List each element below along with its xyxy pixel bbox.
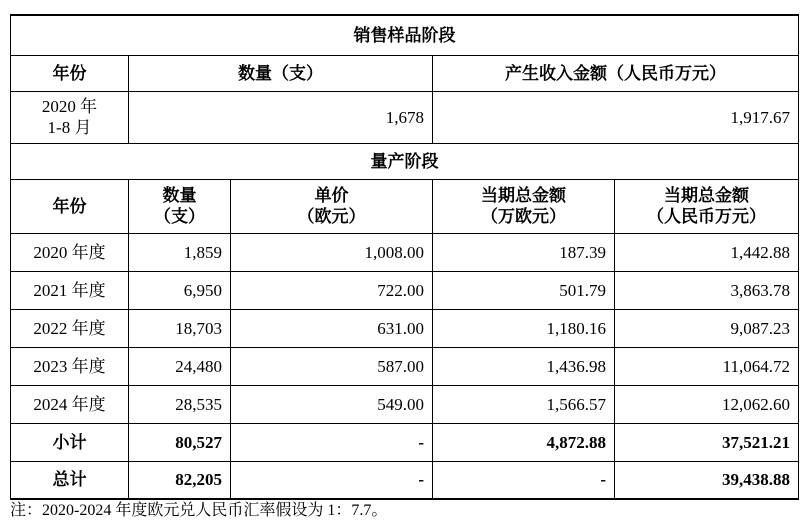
table-row bbox=[11, 347, 799, 385]
sample-header-revenue: 产生收入金额（人民币万元） bbox=[433, 55, 799, 91]
row-price: 549.00 bbox=[231, 385, 433, 423]
row-eur: 501.79 bbox=[433, 271, 615, 309]
row-price: 1,008.00 bbox=[231, 233, 433, 271]
subtotal-row bbox=[11, 423, 799, 461]
total-eur: - bbox=[433, 461, 615, 499]
sample-year-line2: 1-8 月 bbox=[47, 118, 92, 137]
row-qty: 28,535 bbox=[129, 385, 231, 423]
mass-header-price-l2: （欧元） bbox=[297, 207, 366, 226]
table-row bbox=[11, 271, 799, 309]
sample-row-year bbox=[11, 91, 129, 143]
table-row bbox=[11, 233, 799, 271]
mass-header-cny-l1: 当期总金额 bbox=[664, 186, 749, 205]
row-cny: 1,442.88 bbox=[615, 233, 799, 271]
row-cny: 9,087.23 bbox=[615, 309, 799, 347]
mass-header-cny bbox=[615, 179, 799, 233]
mass-header-qty bbox=[129, 179, 231, 233]
row-year: 2020 年度 bbox=[11, 233, 129, 271]
mass-header-price bbox=[231, 179, 433, 233]
row-eur: 1,180.16 bbox=[433, 309, 615, 347]
row-eur: 1,566.57 bbox=[433, 385, 615, 423]
row-cny: 3,863.78 bbox=[615, 271, 799, 309]
subtotal-qty: 80,527 bbox=[129, 423, 231, 461]
subtotal-eur: 4,872.88 bbox=[433, 423, 615, 461]
total-row bbox=[11, 461, 799, 499]
sales-table bbox=[10, 14, 799, 500]
mass-header-year: 年份 bbox=[11, 179, 129, 233]
mass-header-eur-l1: 当期总金额 bbox=[481, 186, 566, 205]
row-year: 2023 年度 bbox=[11, 347, 129, 385]
total-price: - bbox=[231, 461, 433, 499]
row-price: 631.00 bbox=[231, 309, 433, 347]
mass-header-cny-l2: （人民币万元） bbox=[647, 207, 766, 226]
mass-header-qty-l2: （支） bbox=[154, 207, 205, 226]
subtotal-price: - bbox=[231, 423, 433, 461]
table-row bbox=[11, 309, 799, 347]
mass-stage-caption: 量产阶段 bbox=[11, 143, 799, 179]
total-label: 总计 bbox=[11, 461, 129, 499]
row-year: 2022 年度 bbox=[11, 309, 129, 347]
subtotal-label: 小计 bbox=[11, 423, 129, 461]
row-qty: 1,859 bbox=[129, 233, 231, 271]
mass-header-eur-l2: （万欧元） bbox=[481, 207, 566, 226]
sample-stage-caption: 销售样品阶段 bbox=[11, 15, 799, 55]
mass-header-price-l1: 单价 bbox=[314, 186, 349, 205]
mass-header-qty-l1: 数量 bbox=[162, 186, 197, 205]
row-qty: 24,480 bbox=[129, 347, 231, 385]
row-qty: 6,950 bbox=[129, 271, 231, 309]
sample-year-line1: 2020 年 bbox=[41, 97, 98, 116]
mass-header-eur bbox=[433, 179, 615, 233]
sample-header-qty: 数量（支） bbox=[129, 55, 433, 91]
row-price: 722.00 bbox=[231, 271, 433, 309]
total-qty: 82,205 bbox=[129, 461, 231, 499]
row-qty: 18,703 bbox=[129, 309, 231, 347]
table-row bbox=[11, 385, 799, 423]
sample-header-year: 年份 bbox=[11, 55, 129, 91]
row-cny: 12,062.60 bbox=[615, 385, 799, 423]
sample-row-qty: 1,678 bbox=[129, 91, 433, 143]
subtotal-cny: 37,521.21 bbox=[615, 423, 799, 461]
row-eur: 187.39 bbox=[433, 233, 615, 271]
row-year: 2021 年度 bbox=[11, 271, 129, 309]
total-cny: 39,438.88 bbox=[615, 461, 799, 499]
row-cny: 11,064.72 bbox=[615, 347, 799, 385]
row-eur: 1,436.98 bbox=[433, 347, 615, 385]
footnote: 注：2020-2024 年度欧元兑人民币汇率假设为 1：7.7。 bbox=[10, 502, 388, 519]
sample-row-revenue: 1,917.67 bbox=[433, 91, 799, 143]
row-price: 587.00 bbox=[231, 347, 433, 385]
row-year: 2024 年度 bbox=[11, 385, 129, 423]
